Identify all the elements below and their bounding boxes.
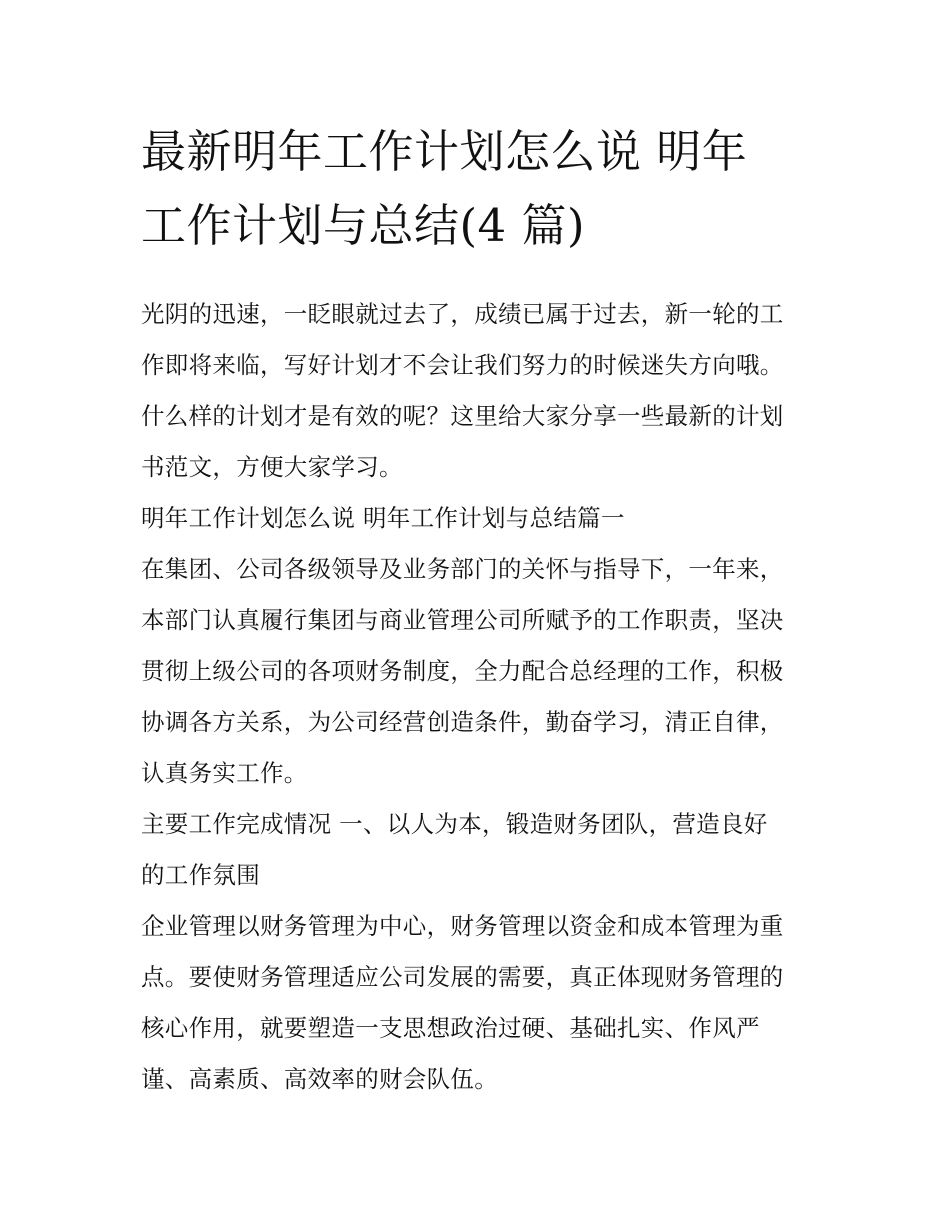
text-line: 企业管理以财务管理为中心，财务管理以资金和成本管理为重 [141,912,784,940]
text-line: 贯彻上级公司的各项财务制度，全力配合总经理的工作，积极 [141,657,784,685]
body-paragraph [141,544,813,799]
intro-paragraph [141,289,813,493]
section-heading [141,493,813,544]
text-line: 谨、高素质、高效率的财会队伍。 [141,1065,498,1093]
text-line: 主要工作完成情况 一、以人为本，锻造财务团队，营造良好 [141,810,768,838]
text-line: 协调各方关系，为公司经营创造条件，勤奋学习，清正自律， [141,708,784,736]
title-line: 最新明年工作计划怎么说 明年 [141,125,748,178]
document-title [141,115,813,263]
text-line: 什么样的计划才是有效的呢？这里给大家分享一些最新的计划 [141,402,784,430]
document-body [141,115,813,1105]
subsection-heading [141,799,813,901]
text-line: 本部门认真履行集团与商业管理公司所赋予的工作职责，坚决 [141,606,784,634]
text-line: 的工作氛围 [141,861,260,889]
text-line: 点。要使财务管理适应公司发展的需要，真正体现财务管理的 [141,963,784,991]
text-line: 在集团、公司各级领导及业务部门的关怀与指导下，一年来， [141,555,784,583]
text-line: 核心作用，就要塑造一支思想政治过硬、基础扎实、作风严 [141,1014,760,1042]
text-line: 书范文，方便大家学习。 [141,453,403,481]
text-line: 作即将来临，写好计划才不会让我们努力的时候迷失方向哦。 [141,351,784,379]
text-line: 明年工作计划怎么说 明年工作计划与总结篇一 [141,504,625,532]
body-paragraph [141,901,813,1105]
title-line: 工作计划与总结(4 篇) [141,199,586,252]
text-line: 认真务实工作。 [141,759,308,787]
text-line: 光阴的迅速，一眨眼就过去了，成绩已属于过去，新一轮的工 [141,300,784,328]
